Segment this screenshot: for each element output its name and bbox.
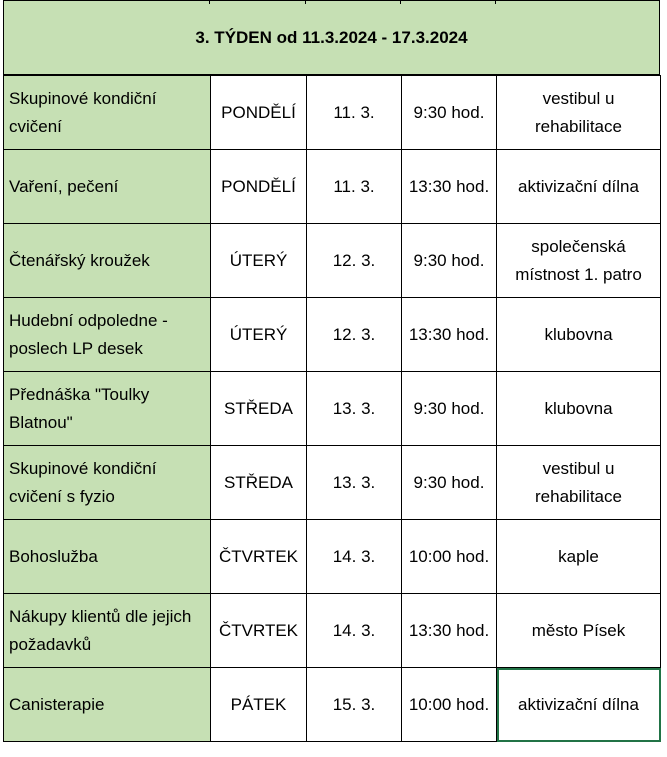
- week-header-cell[interactable]: [3, 0, 660, 75]
- date-cell[interactable]: 15. 3.: [307, 668, 402, 742]
- schedule-row: [4, 594, 661, 668]
- date-cell[interactable]: 14. 3.: [307, 520, 402, 594]
- time-cell[interactable]: 13:30 hod.: [402, 298, 497, 372]
- day-cell[interactable]: ČTVRTEK: [211, 520, 307, 594]
- place-cell[interactable]: aktivizační dílna: [497, 150, 661, 224]
- date-cell[interactable]: 11. 3.: [307, 76, 402, 150]
- activity-cell[interactable]: Přednáška "Toulky Blatnou": [4, 372, 211, 446]
- time-cell[interactable]: 9:30 hod.: [402, 446, 497, 520]
- activity-cell[interactable]: Čtenářský kroužek: [4, 224, 211, 298]
- place-cell[interactable]: kaple: [497, 520, 661, 594]
- time-cell[interactable]: 9:30 hod.: [402, 372, 497, 446]
- day-cell[interactable]: PONDĚLÍ: [211, 150, 307, 224]
- date-cell[interactable]: 13. 3.: [307, 446, 402, 520]
- place-cell[interactable]: společenská místnost 1. patro: [497, 224, 661, 298]
- selected-place-cell[interactable]: aktivizační dílna: [497, 668, 661, 742]
- time-cell[interactable]: 13:30 hod.: [402, 150, 497, 224]
- date-cell[interactable]: 12. 3.: [307, 298, 402, 372]
- schedule-row: [4, 76, 661, 150]
- schedule-row: [4, 520, 661, 594]
- day-cell[interactable]: PONDĚLÍ: [211, 76, 307, 150]
- activity-cell[interactable]: Vaření, pečení: [4, 150, 211, 224]
- activity-cell[interactable]: Skupinové kondiční cvičení s fyzio: [4, 446, 211, 520]
- day-cell[interactable]: STŘEDA: [211, 446, 307, 520]
- schedule-row: [4, 224, 661, 298]
- day-cell[interactable]: STŘEDA: [211, 372, 307, 446]
- date-cell[interactable]: 12. 3.: [307, 224, 402, 298]
- schedule-sheet: [3, 0, 661, 753]
- header-gridline: [400, 0, 401, 4]
- schedule-rows: [4, 76, 661, 742]
- week-title: 3. TÝDEN od 11.3.2024 - 17.3.2024: [195, 27, 468, 47]
- activity-cell[interactable]: Bohoslužba: [4, 520, 211, 594]
- time-cell[interactable]: 9:30 hod.: [402, 224, 497, 298]
- header-gridline: [495, 0, 496, 4]
- time-cell[interactable]: 9:30 hod.: [402, 76, 497, 150]
- header-gridline: [305, 0, 306, 4]
- date-cell[interactable]: 11. 3.: [307, 150, 402, 224]
- schedule-row: [4, 446, 661, 520]
- day-cell[interactable]: ÚTERÝ: [211, 298, 307, 372]
- activity-cell[interactable]: Canisterapie: [4, 668, 211, 742]
- time-cell[interactable]: 10:00 hod.: [402, 520, 497, 594]
- activity-cell[interactable]: Hudební odpoledne - poslech LP desek: [4, 298, 211, 372]
- schedule-row: [4, 150, 661, 224]
- schedule-table: [3, 75, 661, 742]
- schedule-row: [4, 372, 661, 446]
- header-gridline: [209, 0, 210, 4]
- schedule-row: [4, 668, 661, 742]
- time-cell[interactable]: 10:00 hod.: [402, 668, 497, 742]
- place-cell[interactable]: vestibul u rehabilitace: [497, 446, 661, 520]
- day-cell[interactable]: ČTVRTEK: [211, 594, 307, 668]
- place-cell[interactable]: vestibul u rehabilitace: [497, 76, 661, 150]
- date-cell[interactable]: 13. 3.: [307, 372, 402, 446]
- activity-cell[interactable]: Nákupy klientů dle jejich požadavků: [4, 594, 211, 668]
- day-cell[interactable]: ÚTERÝ: [211, 224, 307, 298]
- time-cell[interactable]: 13:30 hod.: [402, 594, 497, 668]
- day-cell[interactable]: PÁTEK: [211, 668, 307, 742]
- place-cell[interactable]: klubovna: [497, 298, 661, 372]
- date-cell[interactable]: 14. 3.: [307, 594, 402, 668]
- activity-cell[interactable]: Skupinové kondiční cvičení: [4, 76, 211, 150]
- schedule-row: [4, 298, 661, 372]
- place-cell[interactable]: město Písek: [497, 594, 661, 668]
- place-cell[interactable]: klubovna: [497, 372, 661, 446]
